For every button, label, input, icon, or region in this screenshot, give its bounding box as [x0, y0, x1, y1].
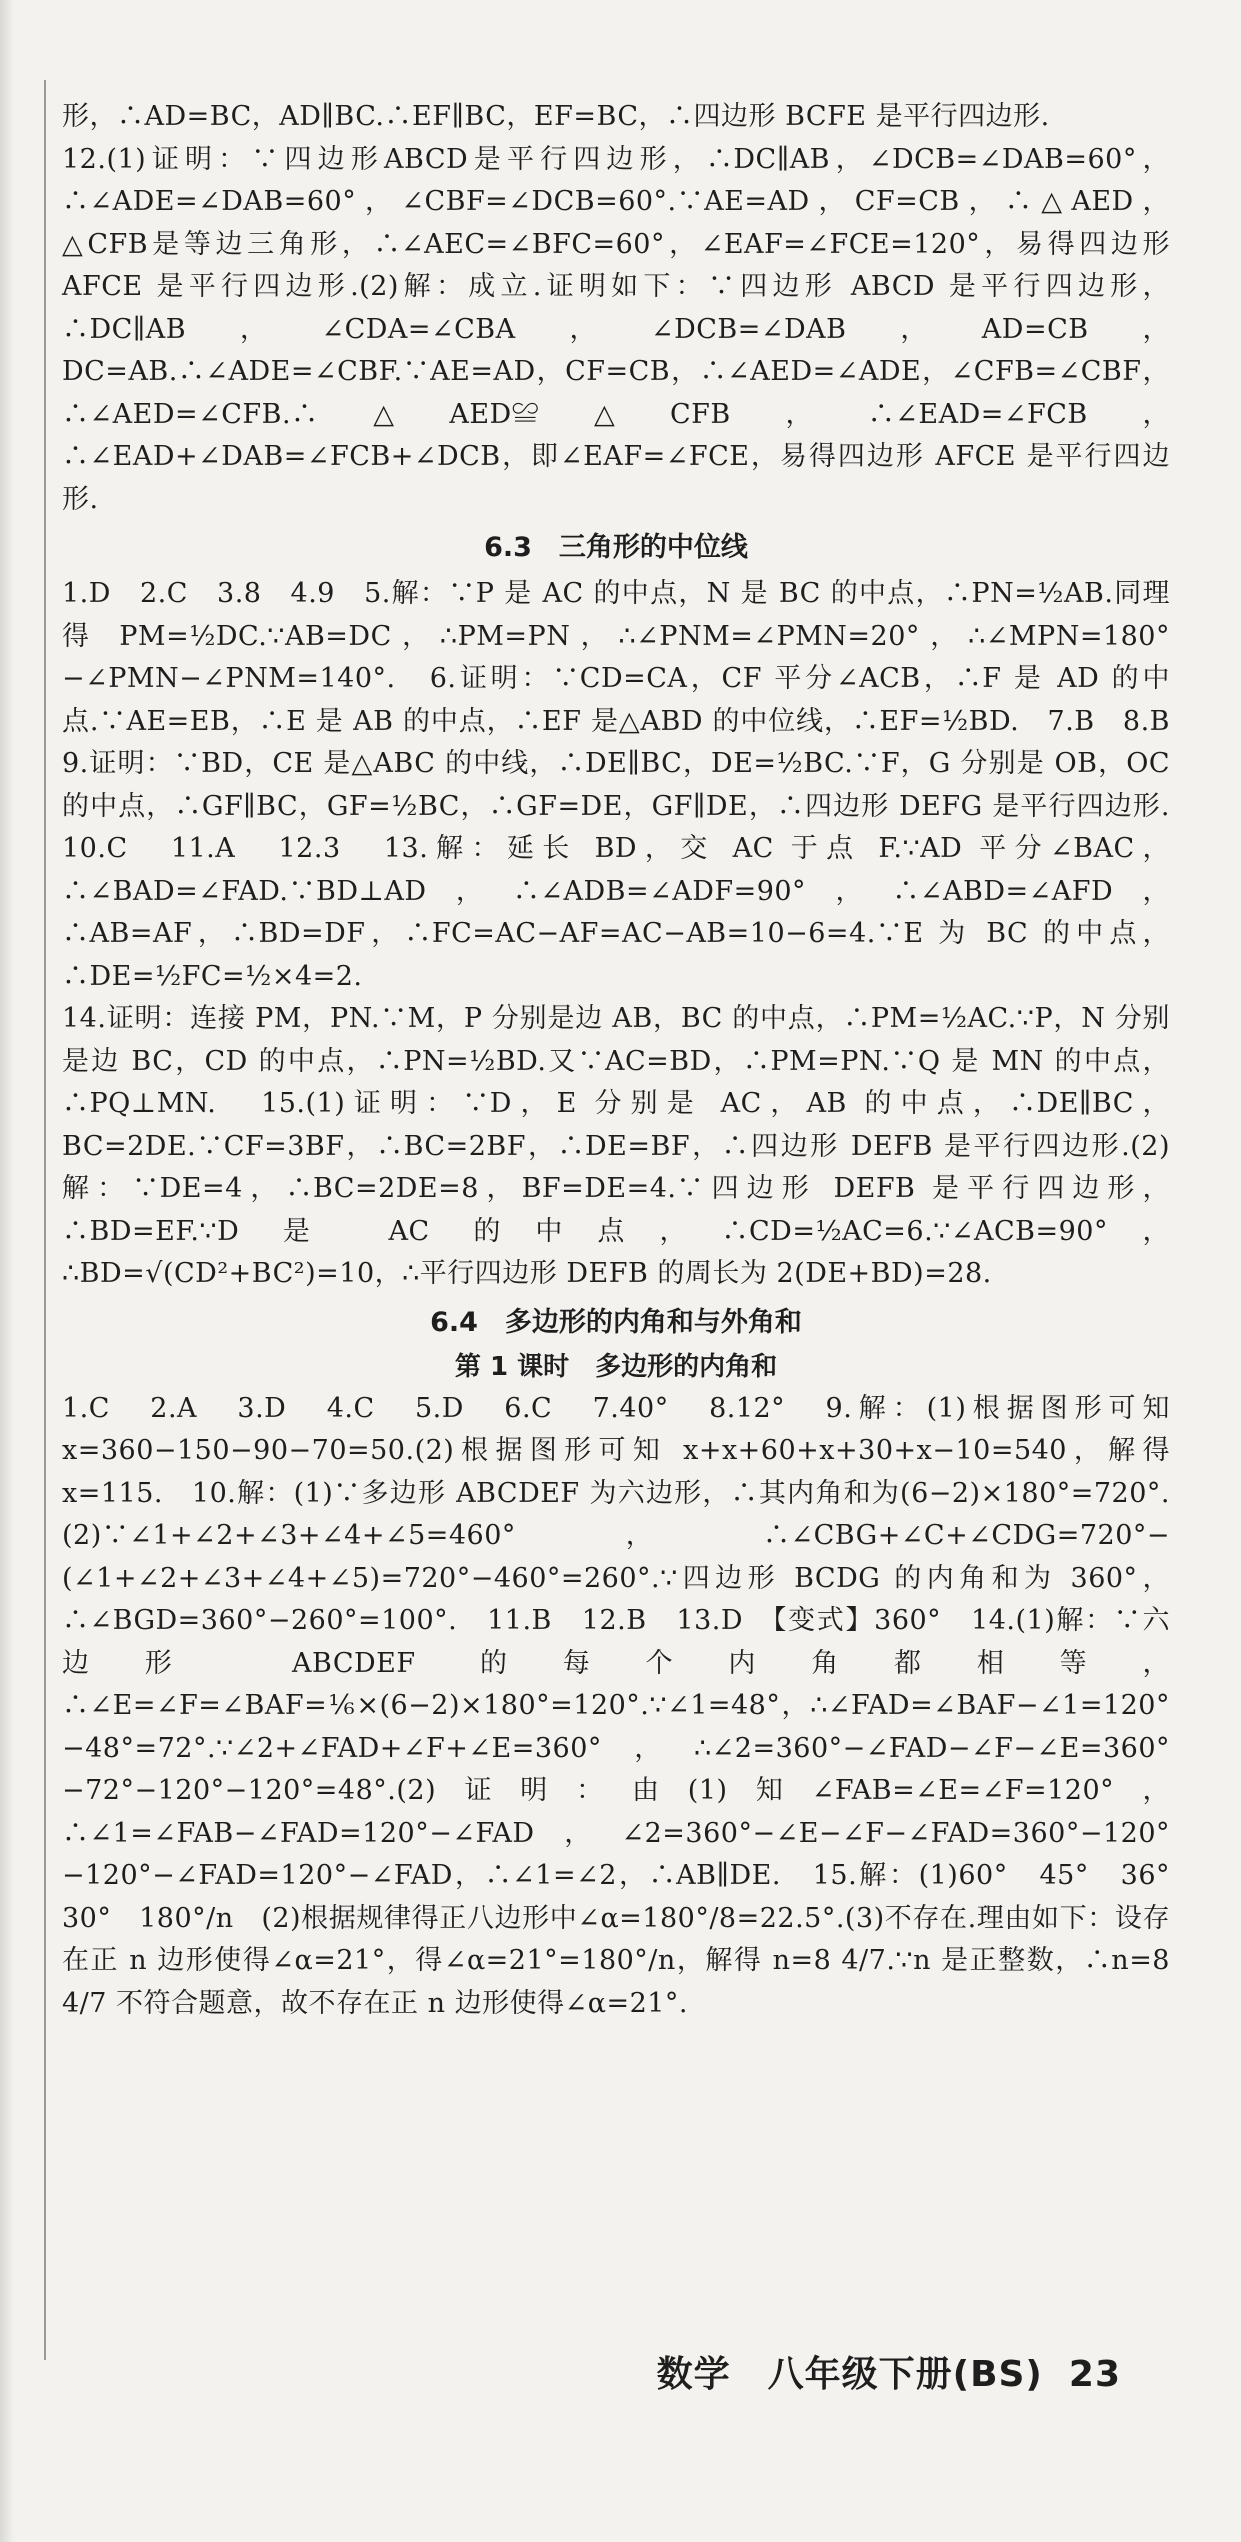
page-edge-shadow [0, 0, 14, 2542]
left-margin-rule [44, 80, 46, 2360]
answer-content [62, 96, 1198, 2025]
answer-paragraph: 形，∴AD=BC，AD∥BC.∴EF∥BC，EF=BC，∴四边形 BCFE 是平行四边形. [62, 101, 1050, 132]
section-title-6-3: 6.3 三角形的中位线 [484, 532, 748, 563]
answer-paragraph: 1.C 2.A 3.D 4.C 5.D 6.C 7.40° 8.12° 9.解：(1)根据图形可知 x=360−150−90−70=50.(2)根据图形可知 x+x+60+x+30+x−10=540，解得 x=115. 10.解：(1)∵多边形 ABCDEF 为六边形，∴其内角和为(6−2)×180°=720°.(2)∵∠1+∠2+∠3+∠4+∠5=460°，∴∠CBG+∠C+∠CDG=720°−(∠1+∠2+∠3+∠4+∠5)=720°−460°=260°.∵四边形 BCDG 的内角和为 360°，∴∠BGD=360°−260°=100°. 11.B 12.B 13.D 【变式】360° 14.(1)解：∵六边形 ABCDEF 的每个内角都相等，∴∠E=∠F=∠BAF=⅙×(6−2)×180°=120°.∵∠1=48°，∴∠FAD=∠BAF−∠1=120°−48°=72°.∵∠2+∠FAD+∠F+∠E=360°，∴∠2=360°−∠FAD−∠F−∠E=360°−72°−120°−120°=48°.(2)证明：由(1)知∠FAB=∠E=∠F=120°，∴∠1=∠FAB−∠FAD=120°−∠FAD，∠2=360°−∠E−∠F−∠FAD=360°−120°−120°−∠FAD=120°−∠FAD，∴∠1=∠2，∴AB∥DE. 15.解：(1)60° 45° 36° 30° 180°/n (2)根据规律得正八边形中∠α=180°/8=22.5°.(3)不存在.理由如下：设存在正 n 边形使得∠α=21°，得∠α=21°=180°/n，解得 n=8 4/7.∵n 是正整数，∴n=8 4/7 不符合题意，故不存在正 n 边形使得∠α=21°. [62, 1392, 1198, 2019]
answer-paragraph: 14.证明：连接 PM，PN.∵M，P 分别是边 AB，BC 的中点，∴PM=½AC.∵P，N 分别是边 BC，CD 的中点，∴PN=½BD.又∵AC=BD，∴PM=PN.∵Q 是 MN 的中点，∴PQ⊥MN. 15.(1)证明：∵D，E 分别是 AC，AB 的中点，∴DE∥BC，BC=2DE.∵CF=3BF，∴BC=2BF，∴DE=BF，∴四边形 DEFB 是平行四边形.(2)解：∵DE=4，∴BC=2DE=8，BF=DE=4.∵四边形 DEFB 是平行四边形，∴BD=EF.∵D 是 AC 的中点，∴CD=½AC=6.∵∠ACB=90°，∴BD=√(CD²+BC²)=10，∴平行四边形 DEFB 的周长为 2(DE+BD)=28. [62, 1003, 1170, 1289]
answer-paragraph: 12.(1)证明：∵四边形ABCD是平行四边形，∴DC∥AB，∠DCB=∠DAB=60°，∴∠ADE=∠DAB=60°，∠CBF=∠DCB=60°.∵AE=AD，CF=CB，∴△AED，△CFB是等边三角形，∴∠AEC=∠BFC=60°，∠EAF=∠FCE=120°，易得四边形 AFCE 是平行四边形.(2)解：成立.证明如下：∵四边形 ABCD 是平行四边形，∴DC∥AB，∠CDA=∠CBA，∠DCB=∠DAB，AD=CB，DC=AB.∴∠ADE=∠CBF.∵AE=AD，CF=CB，∴∠AED=∠ADE，∠CFB=∠CBF，∴∠AED=∠CFB.∴△AED≌△CFB，∴∠EAD=∠FCB，∴∠EAD+∠DAB=∠FCB+∠DCB，即∠EAF=∠FCE，易得四边形 AFCE 是平行四边形. [62, 143, 1170, 515]
page-footer [657, 2346, 1121, 2397]
page-number: 23 [1068, 2354, 1121, 2395]
footer-subject-label: 数学 八年级下册(BS) [656, 2354, 1043, 2395]
answer-paragraph: 1.D 2.C 3.8 4.9 5.解：∵P 是 AC 的中点，N 是 BC 的中点，∴PN=½AB.同理得 PM=½DC.∵AB=DC，∴PM=PN，∴∠PNM=∠PMN=20°，∴∠MPN=180°−∠PMN−∠PNM=140°. 6.证明：∵CD=CA，CF 平分∠ACB，∴F 是 AD 的中点.∵AE=EB，∴E 是 AB 的中点，∴EF 是△ABD 的中位线，∴EF=½BD. 7.B 8.B 9.证明：∵BD，CE 是△ABC 的中线，∴DE∥BC，DE=½BC.∵F，G 分别是 OB，OC 的中点，∴GF∥BC，GF=½BC，∴GF=DE，GF∥DE，∴四边形 DEFG 是平行四边形. 10.C 11.A 12.3 13.解：延长 BD，交 AC 于点 F.∵AD 平分∠BAC，∴∠BAD=∠FAD.∵BD⊥AD，∴∠ADB=∠ADF=90°，∴∠ABD=∠AFD，∴AB=AF，∴BD=DF，∴FC=AC−AF=AC−AB=10−6=4.∵E 为 BC 的中点，∴DE=½FC=½×4=2. [62, 578, 1198, 992]
section-title-6-4: 6.4 多边形的内角和与外角和 [430, 1306, 802, 1338]
lesson-title: 第 1 课时 多边形的内角和 [454, 1351, 778, 1382]
